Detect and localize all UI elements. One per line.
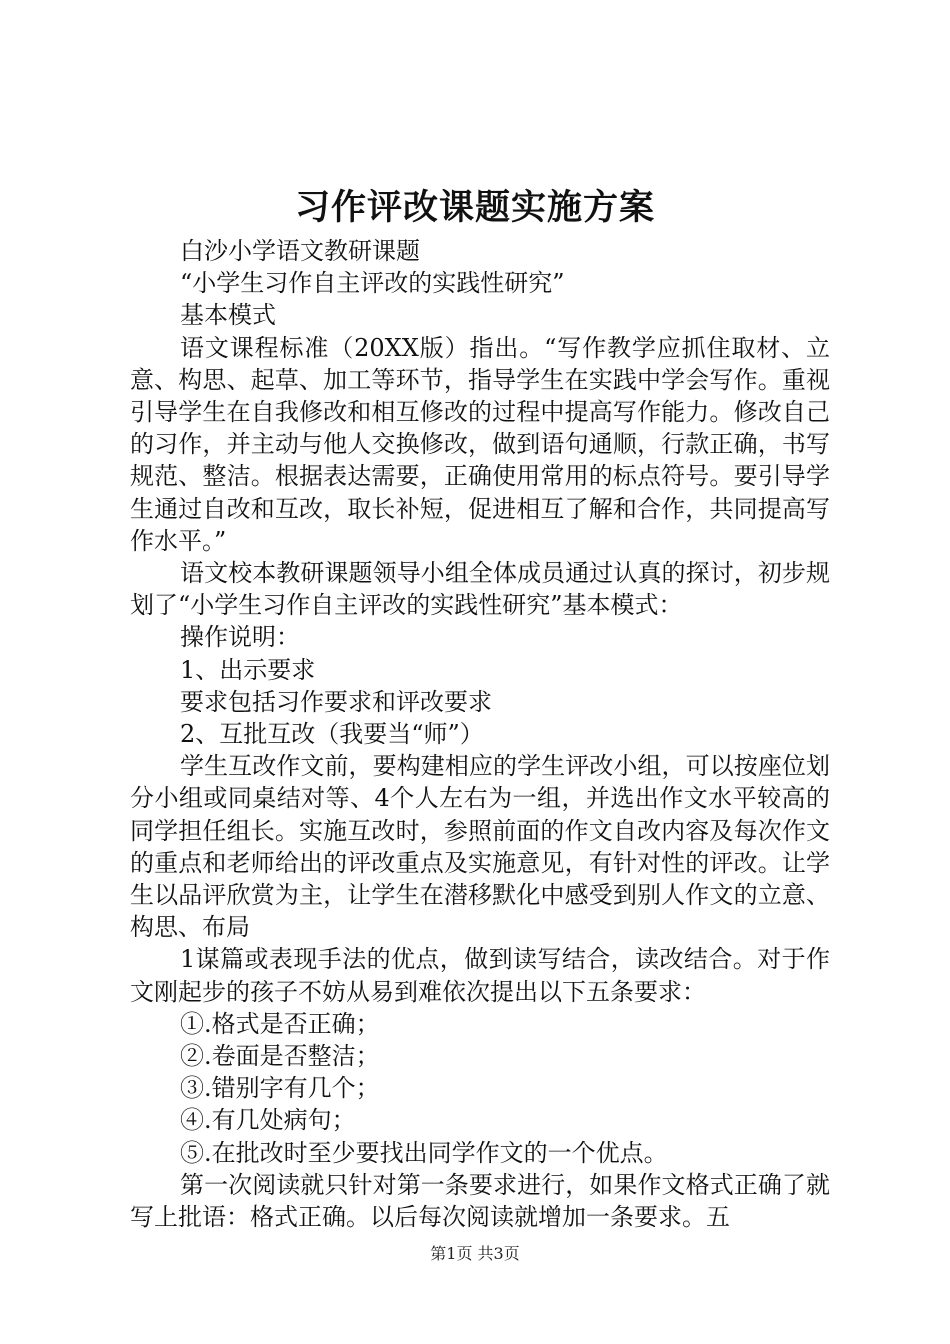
paragraph: 基本模式 bbox=[180, 301, 276, 330]
paragraph: 第一次阅读就只针对第一条要求进行，如果作文格式正确了就写上批语：格式正确。以后每次阅读就增加一条要求。五 bbox=[130, 1170, 830, 1232]
paragraph: 语文校本教研课题领导小组全体成员通过认真的探讨，初步规划了“小学生习作自主评改的实践性研究”基本模式： bbox=[130, 559, 830, 620]
list-item: ①.格式是否正确； bbox=[180, 1009, 380, 1038]
paragraph: 2、互批互改（我要当“师”） bbox=[180, 720, 484, 749]
page-footer: 第1页 共3页 bbox=[430, 1244, 520, 1263]
paragraph: “小学生习作自主评改的实践性研究” bbox=[180, 269, 565, 298]
document-title: 习作评改课题实施方案 bbox=[294, 187, 655, 228]
paragraph: 1谋篇或表现手法的优点，做到读写结合，读改结合。对于作文刚起步的孩子不妨从易到难依次提出以下五条要求： bbox=[130, 945, 830, 1006]
document-body bbox=[130, 235, 830, 1233]
paragraph: 操作说明： bbox=[180, 623, 300, 652]
paragraph: 语文课程标准（20XX版）指出。“写作教学应抓住取材、立意、构思、起草、加工等环节，指导学生在实践中学会写作。重视引导学生在自我修改和相互修改的过程中提高写作能力。修改自己的习作，并主动与他人交换修改，做到语句通顺，行款正确，书写规范、整洁。根据表达需要，正确使用常用的标点符号。要引导学生通过自改和互改，取长补短，促进相互了解和合作，共同提高写作水平。” bbox=[130, 333, 830, 555]
list-item: ②.卷面是否整洁； bbox=[180, 1042, 380, 1071]
paragraph: 白沙小学语文教研课题 bbox=[180, 237, 420, 265]
list-item: ⑤.在批改时至少要找出同学作文的一个优点。 bbox=[180, 1138, 668, 1167]
list-item: ④.有几处病句； bbox=[180, 1106, 356, 1135]
paragraph: 学生互改作文前，要构建相应的学生评改小组，可以按座位划分小组或同桌结对等、4个人左右为一组，并选出作文水平较高的同学担任组长。实施互改时，参照前面的作文自改内容及每次作文的重点和老师给出的评改重点及实施意见，有针对性的评改。让学生以品评欣赏为主，让学生在潜移默化中感受到别人作文的立意、构思、布局 bbox=[130, 752, 830, 942]
list-item: ③.错别字有几个； bbox=[180, 1074, 380, 1103]
paragraph: 1、出示要求 bbox=[180, 655, 316, 684]
paragraph: 要求包括习作要求和评改要求 bbox=[180, 687, 492, 716]
